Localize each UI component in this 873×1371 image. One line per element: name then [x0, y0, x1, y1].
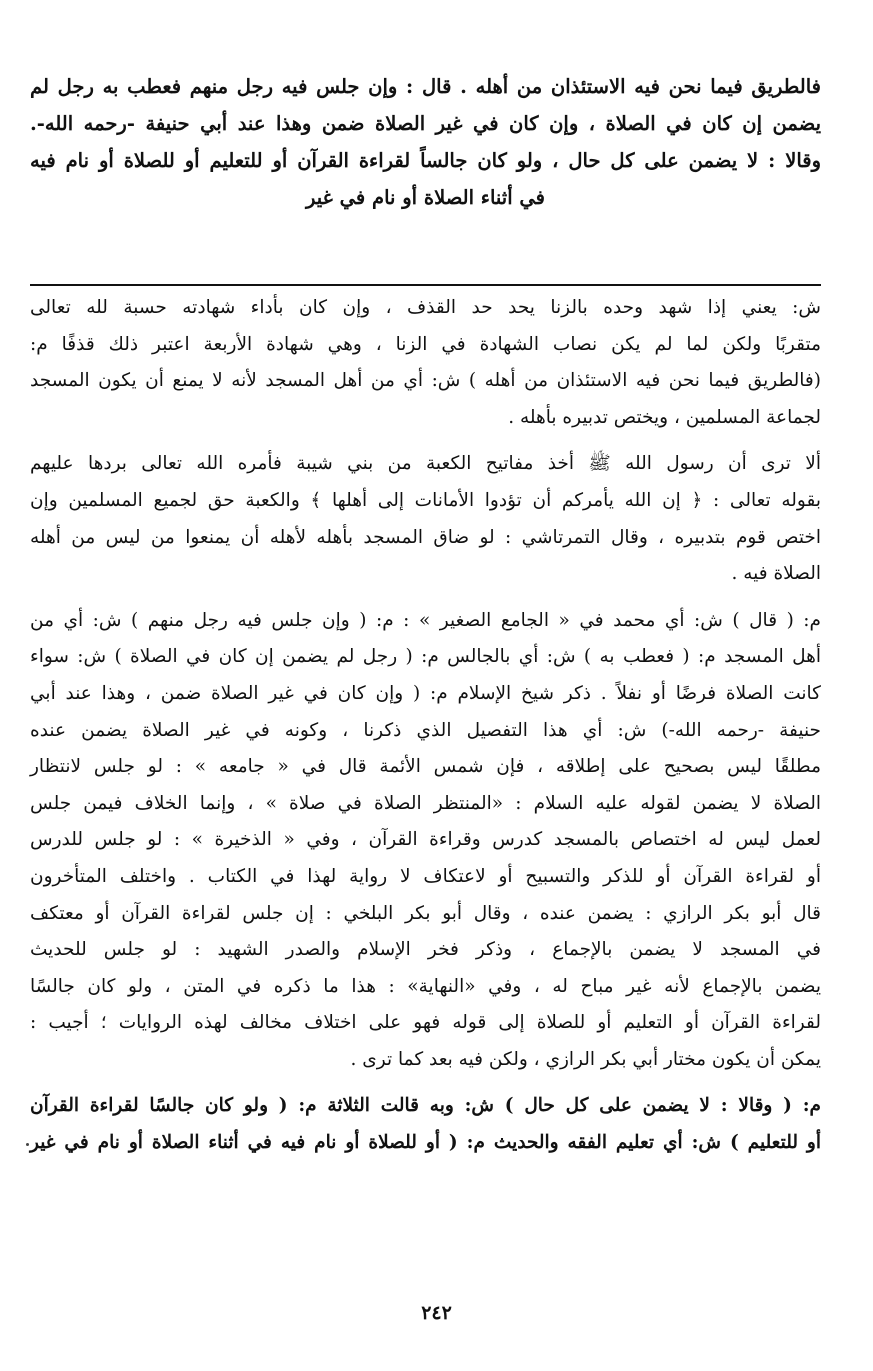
commentary-line: الصلاة فيه .	[731, 563, 821, 585]
commentary-line: لجماعة المسلمين ، ويختص تدبيره بأهله .	[508, 406, 821, 428]
commentary-line: م: ( قال ) ش: أي محمد في « الجامع الصغير » : م: ( وإن جلس فيه رجل منهم ) ش: أي من	[30, 609, 821, 631]
page-number: ٢٤٢	[421, 1302, 452, 1324]
commentary-paragraph	[30, 1088, 821, 1161]
commentary-line: أهل المسجد م: ( فعطب به ) ش: أي بالجالس م: ( رجل لم يضمن إن كان في الصلاة ) ش: سواء	[30, 646, 821, 668]
commentary-line: يمكن أن يكون مختار أبي بكر الرازي ، ولكن فيه بعد كما ترى .	[350, 1048, 821, 1070]
commentary-paragraph	[30, 603, 821, 1079]
paragraph-gap	[30, 1078, 821, 1088]
commentary-line: بقوله تعالى : ﴿ إن الله يأمركم أن تؤدوا الأمانات إلى أهلها ﴾ والكعبة حق لجميع المسلمين وإن	[30, 489, 821, 511]
matn-line: يضمن إن كان في الصلاة ، وإن كان في غير الصلاة ضمن وهذا عند أبي حنيفة -رحمه الله-.	[30, 112, 821, 135]
commentary-line: يضمن بالإجماع لأنه غير مباح له ، وفي «النهاية» : هذا ما ذكره في المتن ، ولو كان جالسًا	[30, 975, 821, 997]
commentary-line: في المسجد لا يضمن بالإجماع ، وذكر فخر الإسلام والصدر الشهيد : لو جلس للحديث	[30, 939, 821, 961]
commentary-line: كانت الصلاة فرضًا أو نفلاً . ذكر شيخ الإسلام م: ( وإن كان في غير الصلاة ضمن ، وهذا عند أبي	[30, 682, 821, 704]
commentary-paragraph	[30, 446, 821, 592]
sharh-commentary-block	[30, 290, 821, 1162]
matn-line: فالطريق فيما نحن فيه الاستئذان من أهله . قال : وإن جلس فيه رجل منهم فعطب به رجل لم	[30, 75, 821, 98]
paragraph-gap	[30, 436, 821, 446]
commentary-line: أو لقراءة القرآن أو للذكر والتسبيح أو لاعتكاف لا رواية لهذا في الكتاب . واختلف المتأخرون	[30, 865, 821, 887]
matn-line: وقالا : لا يضمن على كل حال ، ولو كان جالساً لقراءة القرآن أو للتعليم أو للصلاة أو نام فيه	[30, 149, 821, 172]
commentary-line: متقربًا ولكن لما لم يكن نصاب الشهادة في الزنا ، وهي شهادة الأربعة اعتبر ذلك قذفًا م:	[30, 333, 821, 355]
commentary-line: م: ( وقالا : لا يضمن على كل حال ) ش: وبه قالت الثلاثة م: ( ولو كان جالسًا لقراءة القرآن	[30, 1095, 821, 1117]
commentary-line: قال أبو بكر الرازي : يضمن عنده ، وقال أبو بكر البلخي : إن جلس لقراءة القرآن أو معتكف	[30, 902, 822, 924]
commentary-line: لعمل ليس له اختصاص بالمسجد كدرس وقراءة القرآن ، وفي « الذخيرة » : لو جلس للدرس	[30, 829, 821, 851]
commentary-line: حنيفة -رحمه الله-) ش: أي هذا التفصيل الذي ذكرنا ، وكونه في غير الصلاة يضمن عنده	[30, 719, 821, 741]
commentary-line: الصلاة لا يضمن لقوله عليه السلام : «المنتظر الصلاة في صلاة » ، وإنما الخلاف فيمن جلس	[30, 792, 821, 814]
commentary-line: مطلقًا ليس بصحيح على إطلاقه ، فإن شمس الأئمة قال في « جامعه » : لو جلس لانتظار	[30, 756, 821, 778]
paragraph-gap	[30, 593, 821, 603]
commentary-line: اختص قوم بتدبيره ، وقال التمرتاشي : لو ضاق المسجد بأهله لأهله أن يمنعوا من ليس من أهله	[30, 526, 821, 548]
commentary-line: أو للتعليم ) ش: أي تعليم الفقه والحديث م: ( أو للصلاة أو نام فيه في أثناء الصلاة أو نام في غير	[30, 1132, 821, 1154]
margin-dot	[26, 1143, 29, 1146]
separator-rule	[30, 284, 821, 286]
commentary-line: ألا ترى أن رسول الله ﷺ أخذ مفاتيح الكعبة من بني شيبة فأمره الله تعالى بردها عليهم	[30, 453, 821, 475]
matn-line: في أثناء الصلاة أو نام في غير	[306, 186, 545, 209]
matn-text-block	[30, 68, 821, 216]
commentary-line: لقراءة القرآن أو التعليم أو للصلاة إلى قوله فهو على اختلاف مخالف لهذه الروايات ؛ أجيب :	[30, 1012, 821, 1034]
commentary-line: (فالطريق فيما نحن فيه الاستئذان من أهله ) ش: أي من أهل المسجد لأنه لا يمنع أن يكون المسجد	[30, 370, 821, 392]
commentary-paragraph	[30, 290, 821, 436]
commentary-line: ش: يعني إذا شهد وحده بالزنا يحد حد القذف ، وإن كان بأداء شهادته حسبة لله تعالى	[30, 297, 821, 318]
